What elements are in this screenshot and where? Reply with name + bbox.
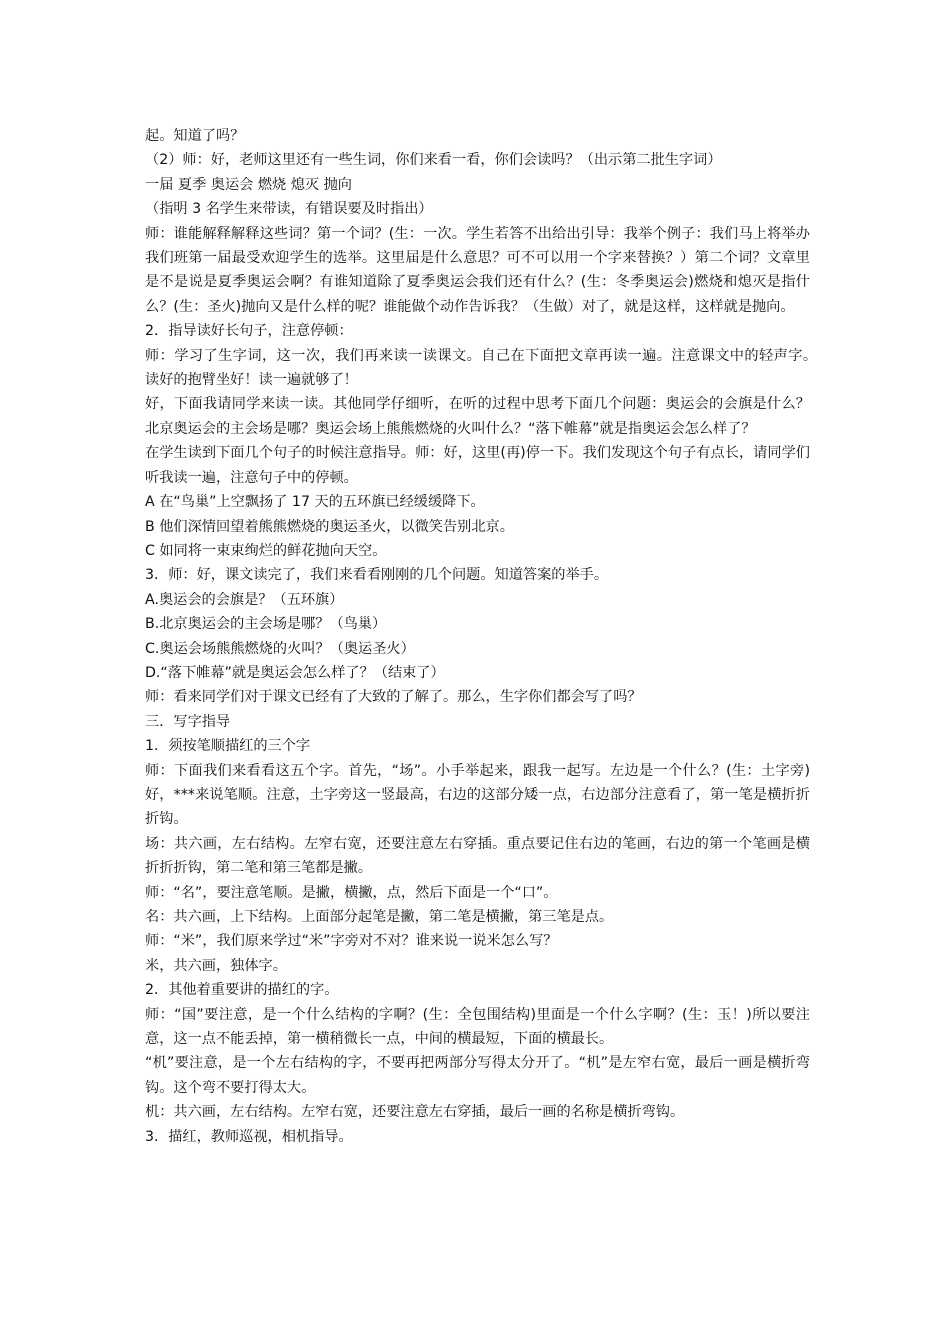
paragraph: 师：“名”，要注意笔顺。是撇，横撇，点，然后下面是一个“口”。 [145,884,558,901]
paragraph: 师：下面我们来看看这五个字。首先，“场”。小手举起来，跟我一起写。左边是一个什么？(生：土字旁)好，***来说笔顺。注意，土字旁这一竖最高，右边的这部分矮一点，右边部分注意看了，第一笔是横折折折钩。 [145,762,810,828]
paragraph: 名：共六画，上下结构。上面部分起笔是撇，第二笔是横撇，第三笔是点。 [145,909,614,925]
paragraph: 机：共六画，左右结构。左窄右宽，还要注意左右穿插，最后一画的名称是横折弯钩。 [145,1104,685,1121]
paragraph: （2）师：好，老师这里还有一些生词，你们来看一看，你们会读吗？（出示第二批生字词） [145,152,722,169]
document-body [145,124,825,1149]
paragraph: 师：“米”，我们原来学过“米”字旁对不对？谁来说一说米怎么写？ [145,933,558,950]
paragraph: B.北京奥运会的主会场是哪？（鸟巢） [145,616,387,633]
paragraph: A 在“鸟巢”上空飘扬了 17 天的五环旗已经缓缓降下。 [145,494,485,511]
paragraph: 师：看来同学们对于课文已经有了大致的了解了。那么，生字你们都会写了吗？ [145,689,642,706]
paragraph: 师：“国”要注意，是一个什么结构的字啊？(生：全包围结构)里面是一个什么字啊？(生：玉！)所以要注意，这一点不能丢掉，第一横稍微长一点，中间的横最短，下面的横最长。 [145,1006,810,1048]
paragraph: 师：谁能解释解释这些词？第一个词？(生：一次。学生若答不出给出引导：我举个例子：我们马上将举办我们班第一届最受欢迎学生的选举。这里届是什么意思？可不可以用一个字来替换？）第二个词？文章里是不是说是夏季奥运会啊？有谁知道除了夏季奥运会我们还有什么？(生：冬季奥运会)燃烧和熄灭是指什么？(生：圣火)抛向又是什么样的呢？谁能做个动作告诉我？（生做）对了，就是这样，这样就是抛向。 [145,225,810,315]
section-heading: 三．写字指导 [145,713,231,730]
paragraph: （指明 3 名学生来带读，有错误要及时指出） [145,201,433,218]
paragraph: A.奥运会的会旗是？（五环旗） [145,591,344,608]
paragraph: D.“落下帷幕”就是奥运会怎么样了？（结束了） [145,664,445,681]
paragraph: 在学生读到下面几个句子的时候注意指导。师：好，这里(再)停一下。我们发现这个句子有点长，请同学们听我读一遍，注意句子中的停顿。 [145,445,810,486]
paragraph: 师：学习了生字词，这一次，我们再来读一读课文。自己在下面把文章再读一遍。注意课文中的轻声字。 读好的抱臂坐好！读一遍就够了！ [145,347,825,389]
paragraph: B 他们深情回望着熊熊燃烧的奥运圣火，以微笑告别北京。 [145,518,514,535]
paragraph: 一届 夏季 奥运会 燃烧 熄灭 抛向 [145,176,352,193]
paragraph: C.奥运会场熊熊燃烧的火叫？（奥运圣火） [145,640,415,657]
paragraph: 场：共六画，左右结构。左窄右宽，还要注意左右穿插。重点要记住右边的笔画，右边的第一个笔画是横折折折钩，第二笔和第三笔都是撇。 [145,835,810,877]
paragraph: 3．描红，教师巡视，相机指导。 [145,1128,353,1145]
paragraph: 米，共六画，独体字。 [145,957,287,974]
paragraph: 1．须按笔顺描红的三个字 [145,738,311,755]
paragraph: “机”要注意，是一个左右结构的字，不要再把两部分写得太分开了。“机”是左窄右宽，最后一画是横折弯钩。这个弯不要打得太大。 [145,1055,810,1096]
paragraph: 起。知道了吗？ [145,128,245,144]
paragraph: 2．其他着重要讲的描红的字。 [145,982,339,999]
paragraph: 3．师：好，课文读完了，我们来看看刚刚的几个问题。知道答案的举手。 [145,567,609,584]
paragraph: 2．指导读好长句子，注意停顿： [145,323,353,340]
paragraph: C 如同将一束束绚烂的鲜花抛向天空。 [145,542,387,559]
paragraph: 好，下面我请同学来读一读。其他同学仔细听，在听的过程中思考下面几个问题：奥运会的会旗是什么？北京奥运会的主会场是哪？奥运会场上熊熊燃烧的火叫什么？“落下帷幕”就是指奥运会怎么样了？ [145,396,810,437]
